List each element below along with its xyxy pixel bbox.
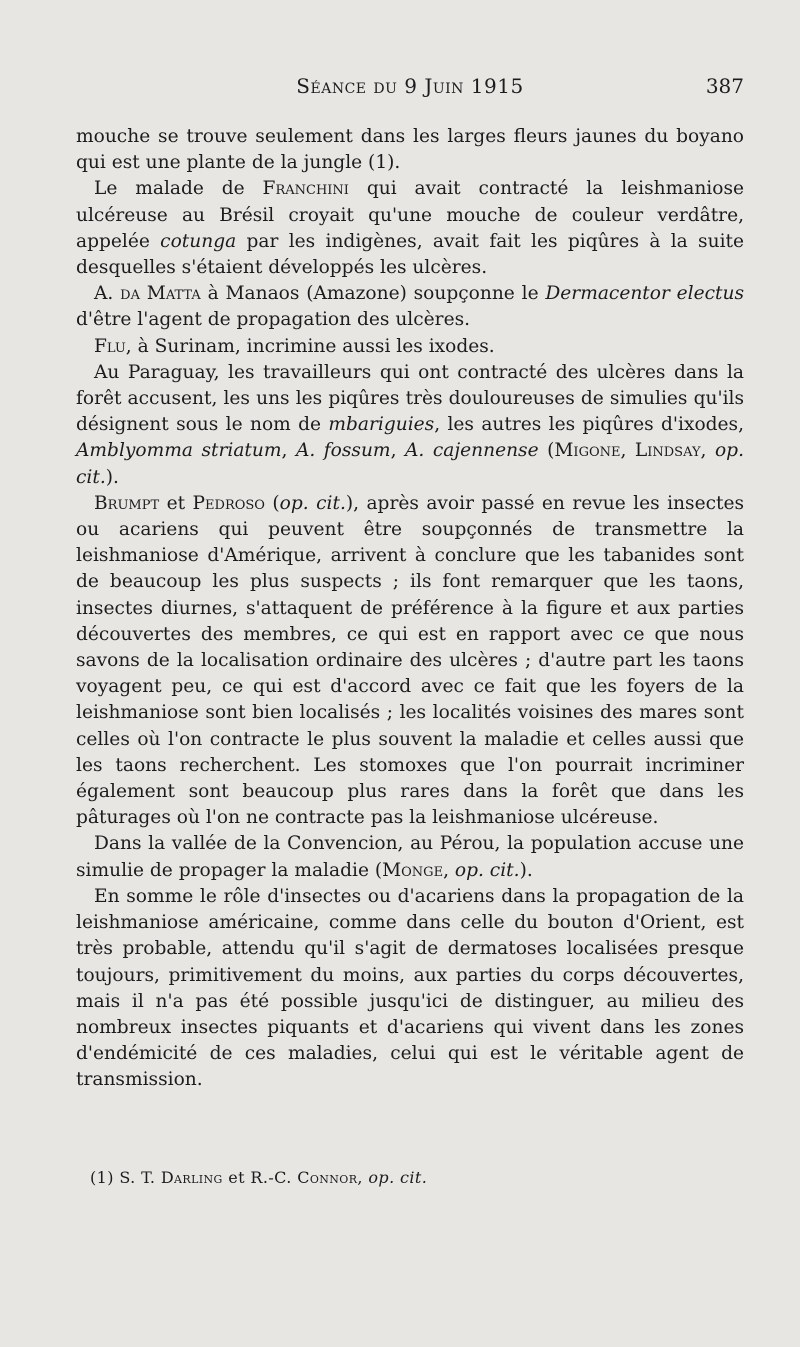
text-run: à Manaos (Amazone) soupçonne le xyxy=(200,283,546,305)
text-run: ). xyxy=(519,859,533,881)
paragraph xyxy=(76,334,744,360)
text-run: mouche se trouve seulement dans les larges fleurs jaunes du boyano qui est une plante de la jungle (1). xyxy=(76,126,744,174)
text-run: ). xyxy=(105,466,119,488)
italic-term: op. cit. xyxy=(76,440,744,488)
running-head: Séance du 9 Juin 1915 xyxy=(296,74,524,98)
author-name: Darling xyxy=(160,1168,223,1187)
text-run: par les indigènes, avait fait les piqûres à la suite desquelles s'étaient développés les ulcères. xyxy=(76,230,744,279)
text-run: , xyxy=(700,440,715,462)
text-run: , xyxy=(357,1168,369,1187)
text-run: d'être l'agent de propagation des ulcères. xyxy=(76,309,471,331)
paragraph xyxy=(76,831,744,883)
text-run: et xyxy=(159,492,193,514)
text-run: , xyxy=(443,859,455,881)
page-header xyxy=(76,74,744,104)
italic-term: op. cit. xyxy=(368,1168,428,1187)
body-text xyxy=(76,124,744,1094)
author-name: Migone, Lindsay xyxy=(554,440,701,462)
author-name: Pedroso xyxy=(192,492,265,514)
text-run: ), après avoir passé en revue les insectes ou acariens qui peuvent être soupçonnés de transmettre la leishmaniose d'Amérique, arrivent à conclure que les tabanides sont de beaucoup les plus suspects ; ils font remarquer que les taons, insectes diurnes, s'attaquent de préférence à la figure et aux parties découvertes des membres, ce qui est en rapport avec ce que nous savons de la localisation ordinaire des ulcères ; d'autre part les taons voyagent peu, ce qui est d'accord avec ce fait que les foyers de la leishmaniose sont bien localisés ; les localités voisines des mares sont celles où l'on contracte le plus souvent la maladie et celles aussi que les taons recherchent. Les stomoxes que l'on pourrait incriminer également sont beaucoup plus rares dans la forêt que dans les pâturages où l'on ne contracte pas la leishmaniose ulcéreuse. xyxy=(76,492,744,829)
text-run: Dans la vallée de la Convencion, au Pérou, la population accuse une simulie de propager la maladie ( xyxy=(76,833,744,881)
paragraph xyxy=(76,884,744,1094)
author-name: Brumpt xyxy=(94,492,160,514)
text-run: (1) S. T. xyxy=(90,1168,161,1187)
author-name: Monge xyxy=(382,859,444,881)
footnote xyxy=(90,1168,427,1187)
italic-term: op. cit. xyxy=(279,492,346,514)
text-run: , à Surinam, incrimine aussi les ixodes. xyxy=(125,335,495,357)
author-name: da Matta xyxy=(120,283,201,305)
page-number: 387 xyxy=(705,74,744,98)
paragraph xyxy=(76,360,744,491)
paragraph xyxy=(76,176,744,281)
italic-term: A. fossum xyxy=(295,440,391,462)
text-run: qui avait contracté la leishmaniose ulcéreuse au Brésil croyait qu'une mouche de couleur verdâtre, appelée xyxy=(76,178,744,252)
italic-term: op. cit. xyxy=(454,859,520,881)
text-run: et R.-C. xyxy=(222,1168,298,1187)
paragraph xyxy=(76,491,744,832)
italic-term: cotunga xyxy=(160,230,237,252)
author-name: Franchini xyxy=(262,178,349,200)
text-run: Au Paraguay, les travailleurs qui ont contracté des ulcères dans la forêt accusent, les uns les piqûres très douloureuses de simulies qu'ils désignent sous le nom de xyxy=(76,361,744,436)
text-run: ( xyxy=(264,492,280,514)
text-run: , xyxy=(390,440,405,462)
author-name: Connor xyxy=(297,1168,358,1187)
text-run: , xyxy=(281,440,296,462)
text-run: ( xyxy=(538,440,555,462)
italic-term: Dermacentor electus xyxy=(545,283,745,305)
paragraph xyxy=(76,124,744,176)
text-run: A. xyxy=(94,283,121,305)
italic-term: Amblyomma striatum xyxy=(76,440,282,462)
paragraph xyxy=(76,281,744,333)
text-run: En somme le rôle d'insectes ou d'acariens dans la propagation de la leishmaniose américaine, comme dans celle du bouton d'Orient, est très probable, attendu qu'il s'agit de dermatoses localisées presque toujours, primitivement du moins, aux parties du corps découvertes, mais il n'a pas été possible jusqu'ici de distinguer, au milieu des nombreux insectes piquants et d'acariens qui vivent dans les zones d'endémicité de ces maladies, celui qui est le véritable agent de transmission. xyxy=(76,885,744,1091)
text-run: Le malade de xyxy=(94,178,263,200)
italic-term: mbariguies xyxy=(328,414,435,436)
italic-term: A. cajennense xyxy=(405,440,539,462)
author-name: Flu xyxy=(94,335,126,357)
text-run: , les autres les piqûres d'ixodes, xyxy=(434,414,744,436)
